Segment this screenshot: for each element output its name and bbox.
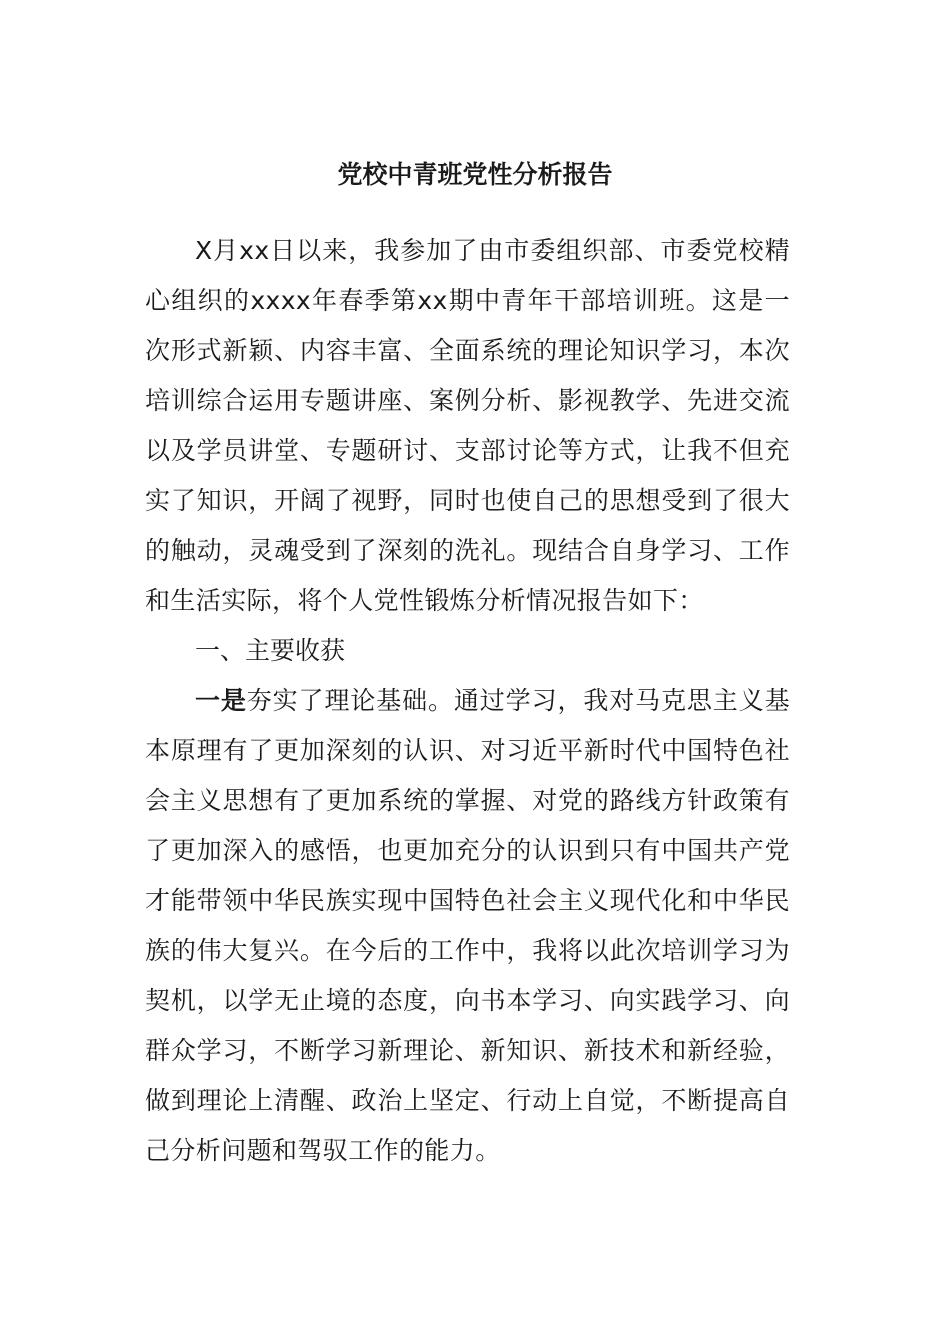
section-heading-main-gains: 一、主要收获 xyxy=(195,636,346,665)
point-one-paragraph xyxy=(145,676,790,1176)
document-title: 党校中青班党性分析报告 xyxy=(337,160,613,189)
point-one-lead: 一是 xyxy=(195,686,247,715)
document-body xyxy=(145,226,790,1176)
intro-paragraph: X月xx日以来，我参加了由市委组织部、市委党校精心组织的xxxx年春季第xx期中青年干部培训班。这是一次形式新颖、内容丰富、全面系统的理论知识学习，本次培训综合运用专题讲座、案例分析、影视教学、先进交流以及学员讲堂、专题研讨、支部讨论等方式，让我不但充实了知识，开阔了视野，同时也使自己的思想受到了很大的触动，灵魂受到了深刻的洗礼。现结合自身学习、工作和生活实际，将个人党性锻炼分析情况报告如下： xyxy=(145,236,790,615)
point-one-text: 夯实了理论基础。通过学习，我对马克思主义基本原理有了更加深刻的认识、对习近平新时代中国特色社会主义思想有了更加系统的掌握、对党的路线方针政策有了更加深入的感悟，也更加充分的认识到只有中国共产党才能带领中华民族实现中国特色社会主义现代化和中华民族的伟大复兴。在今后的工作中，我将以此次培训学习为契机，以学无止境的态度，向书本学习、向实践学习、向群众学习，不断学习新理论、新知识、新技术和新经验，做到理论上清醒、政治上坚定、行动上自觉，不断提高自己分析问题和驾驭工作的能力。 xyxy=(145,686,790,1165)
